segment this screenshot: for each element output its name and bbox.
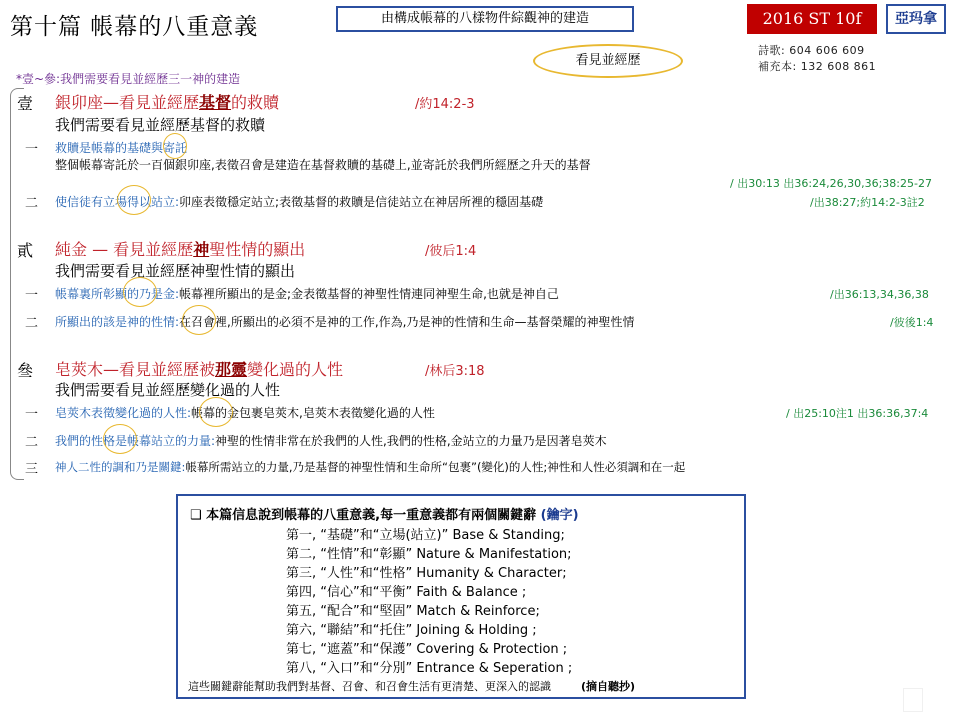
highlight-circle xyxy=(199,397,233,427)
outline-bracket xyxy=(10,88,24,480)
s2-item-2-num: 二 xyxy=(25,316,39,331)
s3-item-1-num: 一 xyxy=(25,407,39,422)
s1-item-1: 救贖是帳幕的基礎與寄託 xyxy=(55,141,188,155)
s3-item-2-num: 二 xyxy=(25,435,39,450)
summary-item-4: 第四, “信心”和“平衡” Faith & Balance ; xyxy=(286,585,527,600)
summary-item-2: 第二, “性情”和“彰顯” Nature & Manifestation; xyxy=(286,547,572,562)
section-2-ref: /彼后1:4 xyxy=(425,244,477,259)
summary-item-1: 第一, “基礎”和“立場(站立)” Base & Standing; xyxy=(286,528,565,543)
highlight-circle xyxy=(163,133,187,159)
s3-item-1-ref: / 出25:10注1 出36:36,37:4 xyxy=(786,407,929,420)
s2-item-1-num: 一 xyxy=(25,288,39,303)
s2-item-2-ref: /彼後1:4 xyxy=(890,316,934,329)
section-3-sub: 我們需要看見並經歷變化過的人性 xyxy=(55,381,281,399)
s1-item-2-ref: /出38:27;約14:2-3註2 xyxy=(810,196,925,209)
section-1-ref: /約14:2-3 xyxy=(415,97,475,112)
summary-item-3: 第三, “人性”和“性格” Humanity & Character; xyxy=(286,566,567,581)
s2-item-2: 所顯出的該是神的性情:在召會裡,所顯出的必須不是神的工作,作為,乃是神的性情和生命—基督榮耀的神聖性情 xyxy=(55,315,635,329)
section-2-number: 貳 xyxy=(17,241,34,260)
summary-box xyxy=(176,494,746,699)
section-1-sub: 我們需要看見並經歷基督的救贖 xyxy=(55,116,266,134)
s1-item-1-ref: / 出30:13 出36:24,26,30,36;38:25-27 xyxy=(730,177,932,190)
s1-item-1-detail: 整個帳幕寄託於一百個銀卯座,表徵召會是建造在基督救贖的基礎上,並寄託於我們所經歷之升天的基督 xyxy=(55,158,591,172)
page-title: 第十篇 帳幕的八重意義 xyxy=(10,14,259,40)
s1-item-2: 使信徒有立場得以站立:卯座表徵穩定站立;表徵基督的救贖是信徒站立在神居所裡的穩固基礎 xyxy=(55,195,544,209)
section-3-number: 叄 xyxy=(17,361,34,380)
section-3-ref: /林后3:18 xyxy=(425,364,485,379)
highlight-circle xyxy=(103,424,137,454)
summary-item-8: 第八, “入口”和“分別” Entrance & Seperation ; xyxy=(286,661,573,676)
section-2-heading: 純金 — 看見並經歷神聖性情的顯出 xyxy=(55,240,306,259)
see-and-experience-oval: 看見並經歷 xyxy=(533,44,683,78)
supplement-line: 補充本: 132 608 861 xyxy=(758,60,877,73)
hymns-line: 詩歌: 604 606 609 xyxy=(758,44,865,57)
s2-item-1: 帳幕裏所彰顯的乃是金:帳幕裡所顯出的是金;金表徵基督的神聖性情連同神聖生命,也就是神自己 xyxy=(55,287,559,301)
section-1-heading: 銀卯座—看見並經歷基督的救贖 xyxy=(55,93,280,112)
s3-item-3: 神人二性的調和乃是關鍵:帳幕所需站立的力量,乃是基督的神聖性情和生命所“包裹”(變化)的人性;神性和人性必須調和在一起 xyxy=(55,460,686,474)
subtitle-box: 由構成帳幕的八樣物件綜觀神的建造 xyxy=(336,6,634,32)
date-badge: 2016 ST 10f xyxy=(747,4,877,34)
summary-item-6: 第六, “聯結”和“托住” Joining & Holding ; xyxy=(286,623,537,638)
summary-heading: ❑ 本篇信息說到帳幕的八重意義,每一重意義都有兩個關鍵辭 (鑰字) xyxy=(190,508,579,523)
s1-item-2-num: 二 xyxy=(25,196,39,211)
s3-item-2: 我們的性格是帳幕站立的力量:神聖的性情非常在於我們的人性,我們的性格,金站立的力量乃是因著皂莢木 xyxy=(55,434,607,448)
s3-item-3-num: 三 xyxy=(25,462,39,477)
section-2-sub: 我們需要看見並經歷神聖性情的顯出 xyxy=(55,262,296,280)
summary-footer: 這些關鍵辭能幫助我們對基督、召會、和召會生活有更清楚、更深入的認識 (摘自聽抄) xyxy=(188,680,636,693)
author-badge: 亞玛拿 xyxy=(886,4,946,34)
s1-item-1-num: 一 xyxy=(25,142,39,157)
corner-mark xyxy=(903,688,923,712)
s3-item-1: 皂莢木表徵變化過的人性:帳幕的金包裹皂莢木,皂莢木表徵變化過的人性 xyxy=(55,406,435,420)
summary-item-5: 第五, “配合”和“堅固” Match & Reinforce; xyxy=(286,604,540,619)
summary-item-7: 第七, “遮蓋”和“保護” Covering & Protection ; xyxy=(286,642,568,657)
section-1-number: 壹 xyxy=(17,94,34,113)
highlight-circle xyxy=(117,185,151,215)
section-3-heading: 皂莢木—看見並經歷被那靈變化過的人性 xyxy=(55,360,344,379)
intro-line: *壹~參:我們需要看見並經歷三一神的建造 xyxy=(16,72,241,86)
s2-item-1-ref: /出36:13,34,36,38 xyxy=(830,288,929,301)
highlight-circle xyxy=(123,277,157,307)
highlight-circle xyxy=(182,305,216,335)
